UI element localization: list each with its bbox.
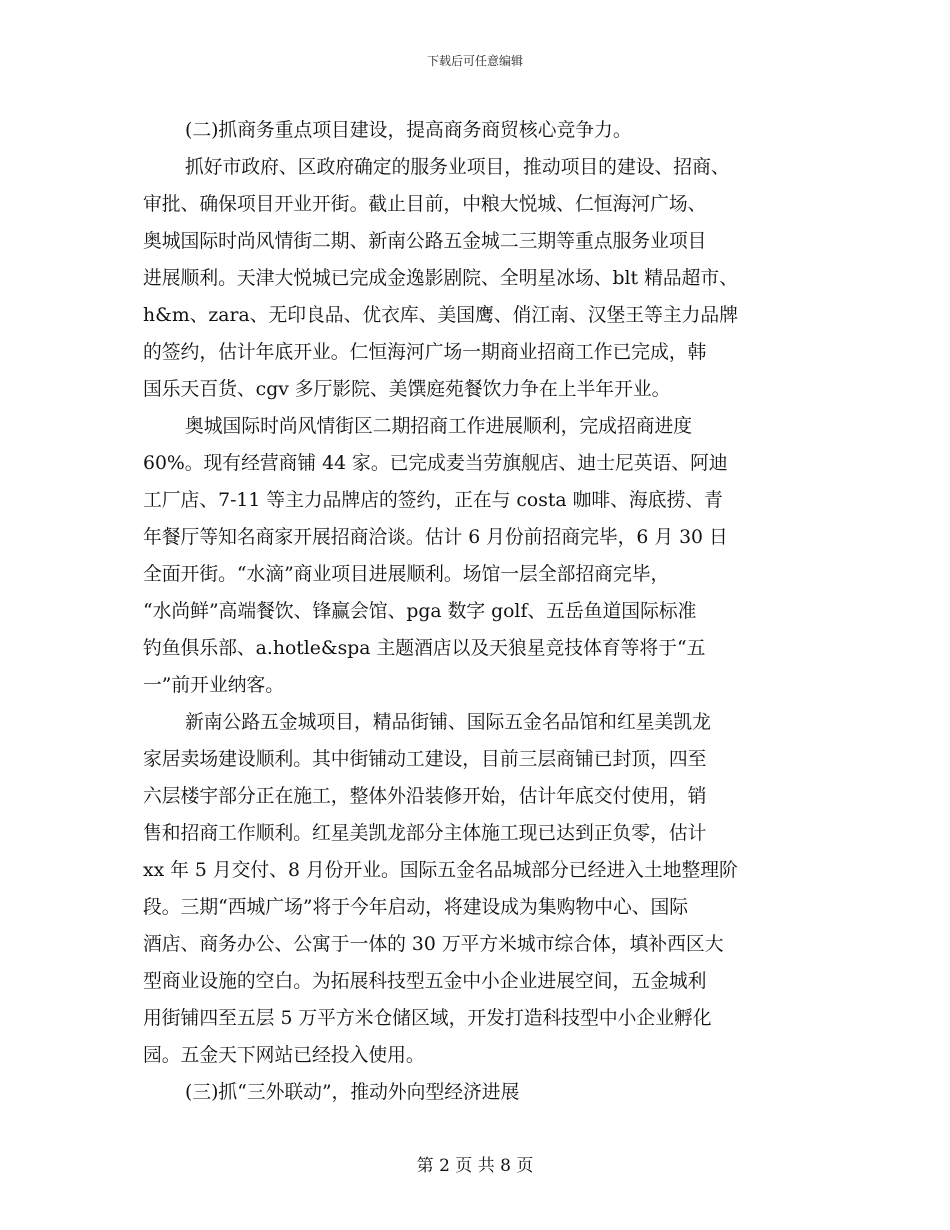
text-line: 家居卖场建设顺利。其中街铺动工建设，目前三层商铺已封顶，四至 [143, 749, 707, 770]
text-line: (二)抓商务重点项目建设，提高商务商贸核心竞争力。 [185, 120, 632, 141]
text-line: 段。三期“西城广场”将于今年启动，将建设成为集购物中心、国际 [143, 897, 689, 918]
text-line: 奥城国际时尚风情街二期、新南公路五金城二三期等重点服务业项目 [143, 231, 707, 252]
text-line: 审批、确保项目开业开街。截止目前，中粮大悦城、仁恒海河广场、 [143, 194, 707, 215]
text-line: 一”前开业纳客。 [143, 675, 285, 696]
text-line: 国乐天百货、cgv 多厅影院、美馔庭苑餐饮力争在上半年开业。 [143, 379, 671, 400]
text-line: 型商业设施的空白。为拓展科技型五金中小企业进展空间，五金城利 [143, 971, 707, 992]
text-line: 售和招商工作顺利。红星美凯龙部分主体施工现已达到正负零，估计 [143, 823, 707, 844]
text-line: 年餐厅等知名商家开展招商洽谈。估计 6 月份前招商完毕，6 月 30 日 [143, 527, 728, 548]
text-line: 工厂店、7-11 等主力品牌店的签约，正在与 costa 咖啡、海底捞、青 [143, 490, 723, 511]
text-line: 60%。现有经营商铺 44 家。已完成麦当劳旗舰店、迪士尼英语、阿迪 [143, 453, 728, 474]
text-line: xx 年 5 月交付、8 月份开业。国际五金名品城部分已经进入土地整理阶 [143, 860, 738, 881]
text-line: 园。五金天下网站已经投入使用。 [143, 1045, 425, 1066]
text-line: (三)抓“三外联动”，推动外向型经济进展 [185, 1082, 520, 1103]
text-line: 钓鱼俱乐部、a.hotle&spa 主题酒店以及天狼星竞技体育等将于“五 [143, 638, 706, 659]
text-line: 抓好市政府、区政府确定的服务业项目，推动项目的建设、招商、 [185, 157, 730, 178]
text-line: 的签约，估计年底开业。仁恒海河广场一期商业招商工作已完成，韩 [143, 342, 707, 363]
text-line: 酒店、商务办公、公寓于一体的 30 万平方米城市综合体，填补西区大 [143, 934, 724, 955]
text-line: “水尚鲜”高端餐饮、锋赢会馆、pga 数字 golf、五岳鱼道国际标准 [143, 601, 697, 622]
page-number: 第 2 页 共 8 页 [416, 1156, 534, 1176]
text-line: 用街铺四至五层 5 万平方米仓储区域，开发打造科技型中小企业孵化 [143, 1008, 712, 1029]
text-line: 全面开街。“水滴”商业项目进展顺利。场馆一层全部招商完毕， [143, 564, 670, 585]
text-line: 奥城国际时尚风情街区二期招商工作进展顺利，完成招商进度 [185, 416, 693, 437]
document-body [143, 112, 815, 1111]
text-line: h&m、zara、无印良品、优衣库、美国鹰、俏江南、汉堡王等主力品牌 [143, 305, 738, 326]
text-line: 六层楼宇部分正在施工，整体外沿装修开始，估计年底交付使用，销 [143, 786, 707, 807]
page-header: 下载后可任意编辑 [426, 54, 523, 68]
text-line: 进展顺利。天津大悦城已完成金逸影剧院、全明星冰场、blt 精品超市、 [143, 268, 738, 289]
text-line: 新南公路五金城项目，精品街铺、国际五金名品馆和红星美凯龙 [185, 712, 711, 733]
